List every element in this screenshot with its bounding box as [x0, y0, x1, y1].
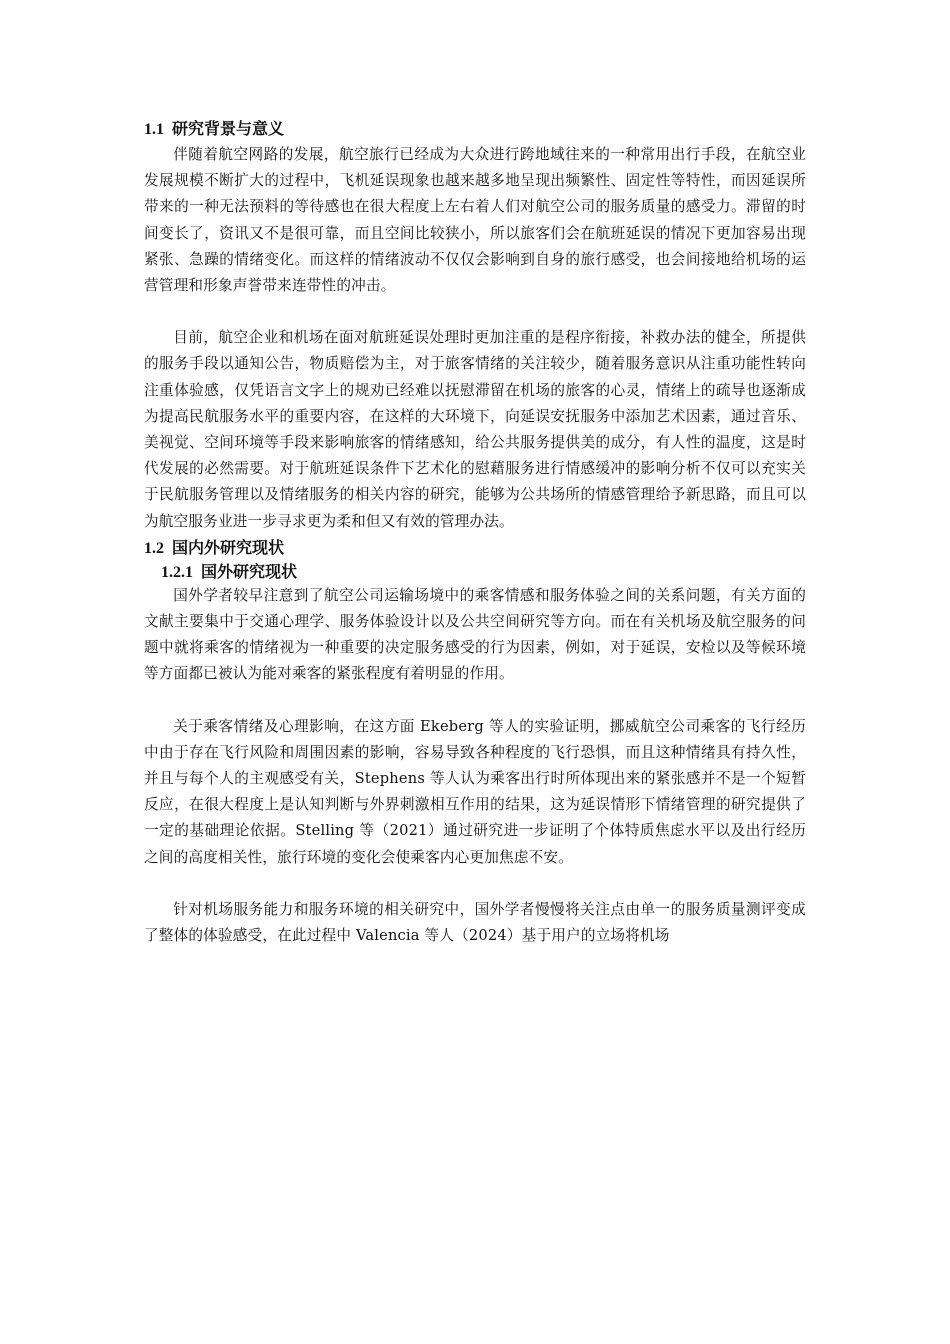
- section-heading-1-2: [144, 535, 806, 561]
- section-number: 1.2: [144, 539, 164, 557]
- subsection-number: 1.2.1: [161, 563, 193, 581]
- subsection-title: 国外研究现状: [201, 561, 298, 581]
- paragraph-background: 伴随着航空网路的发展，航空旅行已经成为大众进行跨地域往来的一种常用出行手段，在航空业发展规模不断扩大的过程中，飞机延误现象也越来越多地呈现出频繁性、固定性等特性，而因延误所带来的一种无法预料的等待感也在很大程度上左右着人们对航空公司的服务质量的感受力。滞留的时间变长了，资讯又不是很可靠，而且空间比较狭小，所以旅客们会在航班延误的情况下更加容易出现紧张、急躁的情绪变化。而这样的情绪波动不仅仅会影响到自身的旅行感受，也会间接地给机场的运营管理和形象声誉带来连带性的冲击。: [144, 146, 806, 295]
- section-title: 国内外研究现状: [172, 537, 285, 557]
- paragraph-passenger-emotion: 关于乘客情绪及心理影响，在这方面 Ekeberg 等人的实验证明，挪威航空公司乘客的飞行经历中由于存在飞行风险和周围因素的影响，容易导致各种程度的飞行恐惧，而且这种情绪具有持久性，并且与每个人的主观感受有关，Stephens 等人认为乘客出行时所体现出来的紧张感并不是一个短暂反应，在很大程度上是认知判断与外界刺激相互作用的结果，这为延误情形下情绪管理的研究提供了一定的基础理论依据。Stelling 等（2021）通过研究进一步证明了个体特质焦虑水平以及出行经历之间的高度相关性，旅行环境的变化会使乘客内心更加焦虑不安。: [144, 717, 806, 866]
- paragraph-gap: [144, 688, 806, 714]
- subsection-heading-1-2-1: [144, 561, 806, 583]
- paragraph-significance: 目前，航空企业和机场在面对航班延误处理时更加注重的是程序衔接，补救办法的健全，所提供的服务手段以通知公告，物质赔偿为主，对于旅客情绪的关注较少，随着服务意识从注重功能性转向注重体验感，仅凭语言文字上的规劝已经难以抚慰滞留在机场的旅客的心灵，情绪上的疏导也逐渐成为提高民航服务水平的重要内容，在这样的大环境下，向延误安抚服务中添加艺术因素，通过音乐、美视觉、空间环境等手段来影响旅客的情绪感知，给公共服务提供美的成分，有人性的温度，这是时代发展的必然需要。对于航班延误条件下艺术化的慰藉服务进行情感缓冲的影响分析不仅可以充实关于民航服务管理以及情绪服务的相关内容的研究，能够为公共场所的情感管理给予新思路，而且可以为航空服务业进一步寻求更为柔和但又有效的管理办法。: [144, 329, 806, 530]
- section-title: 研究背景与意义: [172, 119, 285, 138]
- paragraph-foreign-overview: 国外学者较早注意到了航空公司运输场境中的乘客情感和服务体验之间的关系问题，有关方面的文献主要集中于交通心理学、服务体验设计以及公共空间研究等方向。而在有关机场及航空服务的问题中就将乘客的情绪视为一种重要的决定服务感受的行为因素，例如，对于延误，安检以及等候环境等方面都已被认为能对乘客的紧张程度有着明显的作用。: [144, 586, 806, 683]
- paragraph-gap: [144, 299, 806, 325]
- paragraph-gap: [144, 871, 806, 897]
- section-number: 1.1: [144, 121, 164, 138]
- section-heading-1-1: [144, 116, 806, 142]
- document-page: [144, 116, 806, 949]
- paragraph-airport-service: 针对机场服务能力和服务环境的相关研究中，国外学者慢慢将关注点由单一的服务质量测评变成了整体的体验感受，在此过程中 Valencia 等人（2024）基于用户的立场将机场: [144, 900, 806, 945]
